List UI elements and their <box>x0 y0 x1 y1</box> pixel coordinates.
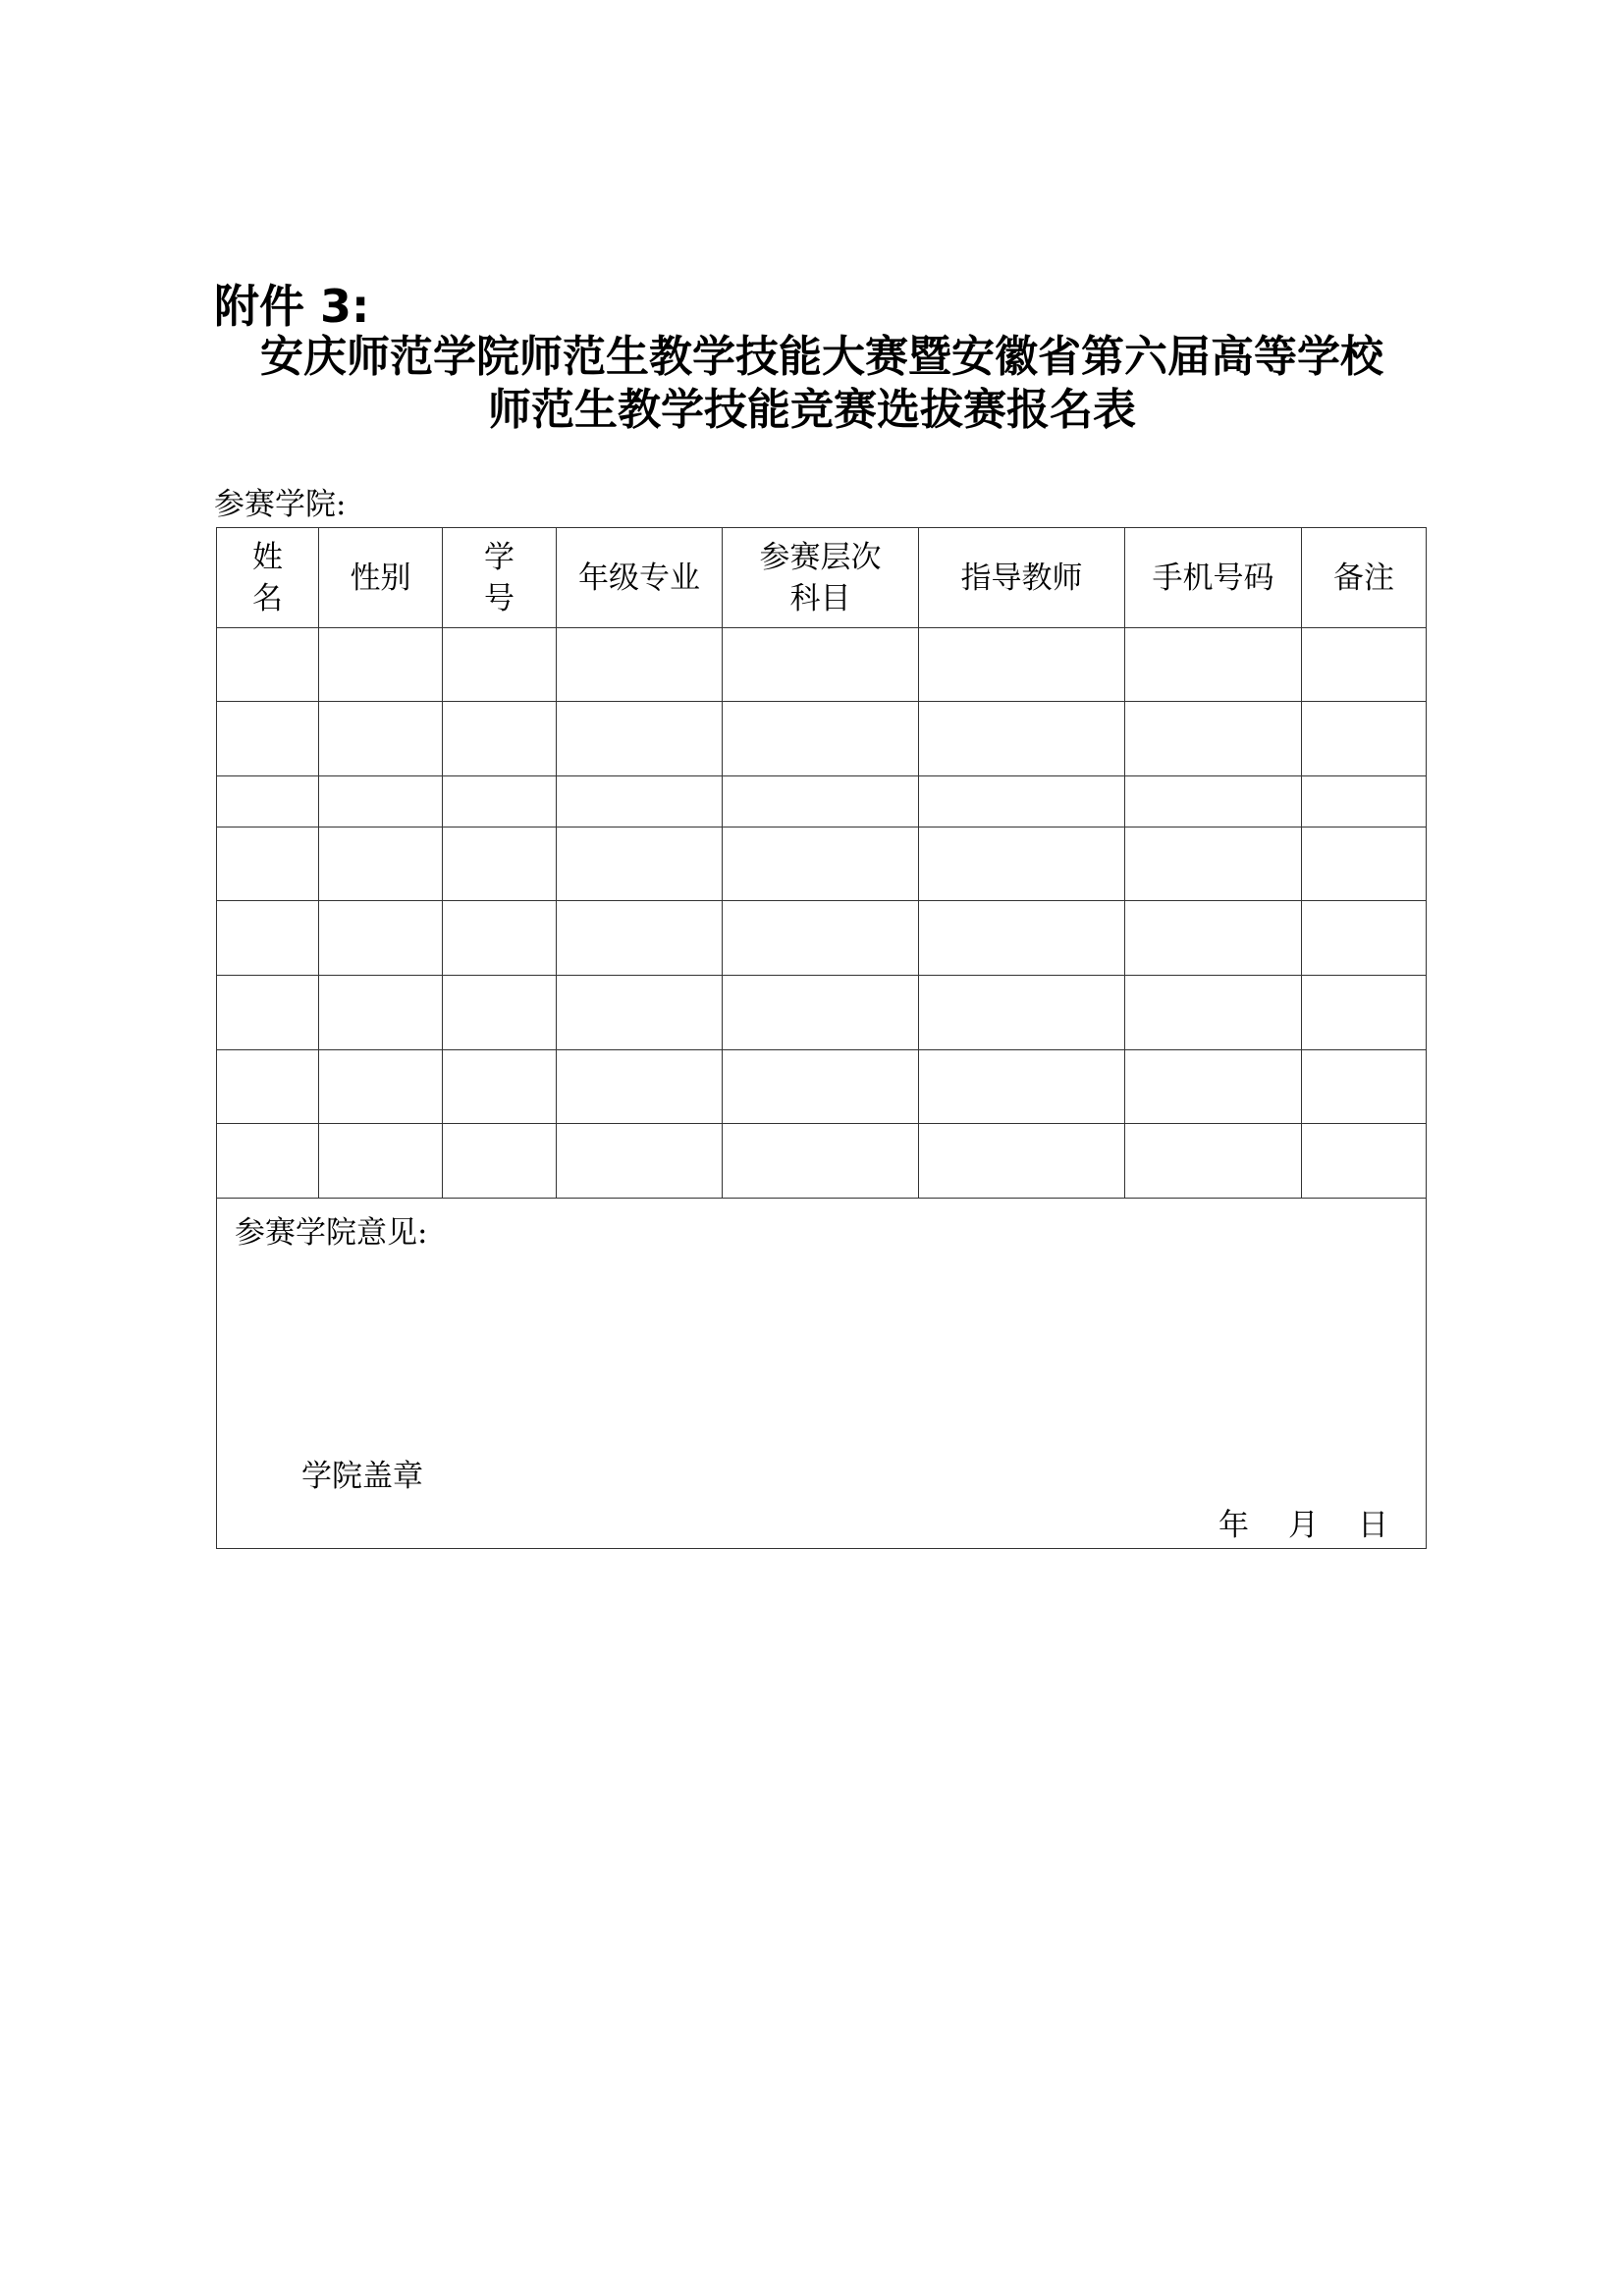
table-cell[interactable] <box>443 776 557 828</box>
table-cell[interactable] <box>443 901 557 976</box>
table-cell[interactable] <box>217 776 319 828</box>
table-cell[interactable] <box>557 776 723 828</box>
table-cell[interactable] <box>1125 628 1302 702</box>
table-cell[interactable] <box>1302 901 1427 976</box>
table-cell[interactable] <box>723 828 919 901</box>
table-cell[interactable] <box>723 976 919 1050</box>
table-row <box>217 976 1427 1050</box>
form-title-line-2: 师范生教学技能竞赛选拔赛报名表 <box>488 385 1136 435</box>
date-day: 日 <box>1358 1508 1388 1543</box>
table-row <box>217 702 1427 776</box>
table-cell[interactable] <box>443 628 557 702</box>
table-cell[interactable] <box>319 901 443 976</box>
table-cell[interactable] <box>443 702 557 776</box>
table-cell[interactable] <box>1302 702 1427 776</box>
header-remarks: 备注 <box>1302 528 1427 628</box>
table-cell[interactable] <box>1125 976 1302 1050</box>
table-row <box>217 828 1427 901</box>
table-cell[interactable] <box>319 776 443 828</box>
header-grade-major: 年级专业 <box>557 528 723 628</box>
table-cell[interactable] <box>723 1050 919 1124</box>
table-cell[interactable] <box>217 828 319 901</box>
table-cell[interactable] <box>443 828 557 901</box>
table-header-row <box>217 528 1427 628</box>
table-row <box>217 1050 1427 1124</box>
table-cell[interactable] <box>557 1050 723 1124</box>
table-cell[interactable] <box>919 1050 1125 1124</box>
table-cell[interactable] <box>557 828 723 901</box>
opinion-label: 参赛学院意见: <box>235 1215 428 1251</box>
table-row <box>217 776 1427 828</box>
table-cell[interactable] <box>1125 776 1302 828</box>
table-cell[interactable] <box>319 1124 443 1199</box>
table-cell[interactable] <box>919 901 1125 976</box>
table-cell[interactable] <box>217 1050 319 1124</box>
table-cell[interactable] <box>919 776 1125 828</box>
table-cell[interactable] <box>919 1124 1125 1199</box>
table-cell[interactable] <box>319 702 443 776</box>
table-cell[interactable] <box>557 901 723 976</box>
table-cell[interactable] <box>1125 702 1302 776</box>
table-cell[interactable] <box>443 976 557 1050</box>
table-cell[interactable] <box>919 976 1125 1050</box>
registration-table <box>216 527 1427 1549</box>
table-cell[interactable] <box>557 976 723 1050</box>
date-month: 月 <box>1288 1508 1319 1543</box>
table-cell[interactable] <box>919 828 1125 901</box>
table-cell[interactable] <box>723 1124 919 1199</box>
table-cell[interactable] <box>1302 1050 1427 1124</box>
table-cell[interactable] <box>723 776 919 828</box>
table-cell[interactable] <box>319 976 443 1050</box>
stamp-label: 学院盖章 <box>301 1459 423 1494</box>
date-year: 年 <box>1218 1508 1249 1543</box>
header-phone: 手机号码 <box>1125 528 1302 628</box>
table-cell[interactable] <box>319 1050 443 1124</box>
header-gender: 性别 <box>319 528 443 628</box>
table-cell[interactable] <box>443 1124 557 1199</box>
table-cell[interactable] <box>217 976 319 1050</box>
table-cell[interactable] <box>723 901 919 976</box>
table-cell[interactable] <box>557 1124 723 1199</box>
table-cell[interactable] <box>1302 628 1427 702</box>
header-level-subject: 参赛层次 科目 <box>723 528 919 628</box>
header-instructor: 指导教师 <box>919 528 1125 628</box>
table-cell[interactable] <box>723 628 919 702</box>
table-cell[interactable] <box>319 628 443 702</box>
table-cell[interactable] <box>217 1124 319 1199</box>
opinion-cell[interactable] <box>217 1199 1427 1549</box>
opinion-row <box>217 1199 1427 1549</box>
date-line <box>1179 1505 1388 1546</box>
table-cell[interactable] <box>217 702 319 776</box>
table-cell[interactable] <box>1302 976 1427 1050</box>
table-cell[interactable] <box>919 628 1125 702</box>
table-cell[interactable] <box>443 1050 557 1124</box>
header-student-id: 学 号 <box>443 528 557 628</box>
table-cell[interactable] <box>557 628 723 702</box>
table-cell[interactable] <box>1125 1124 1302 1199</box>
table-cell[interactable] <box>217 901 319 976</box>
table-cell[interactable] <box>1125 1050 1302 1124</box>
table-cell[interactable] <box>1302 776 1427 828</box>
table-cell[interactable] <box>723 702 919 776</box>
table-cell[interactable] <box>319 828 443 901</box>
table-cell[interactable] <box>919 702 1125 776</box>
table-cell[interactable] <box>557 702 723 776</box>
header-name: 姓 名 <box>217 528 319 628</box>
form-title-line-1: 安庆师范学院师范生教学技能大赛暨安徽省第六届高等学校 <box>260 332 1383 382</box>
table-cell[interactable] <box>1125 828 1302 901</box>
table-cell[interactable] <box>1302 828 1427 901</box>
table-row <box>217 901 1427 976</box>
table-cell[interactable] <box>1125 901 1302 976</box>
table-cell[interactable] <box>1302 1124 1427 1199</box>
table-row <box>217 628 1427 702</box>
table-cell[interactable] <box>217 628 319 702</box>
table-row <box>217 1124 1427 1199</box>
college-label: 参赛学院: <box>214 487 347 522</box>
attachment-label: 附件 3: <box>214 280 370 333</box>
